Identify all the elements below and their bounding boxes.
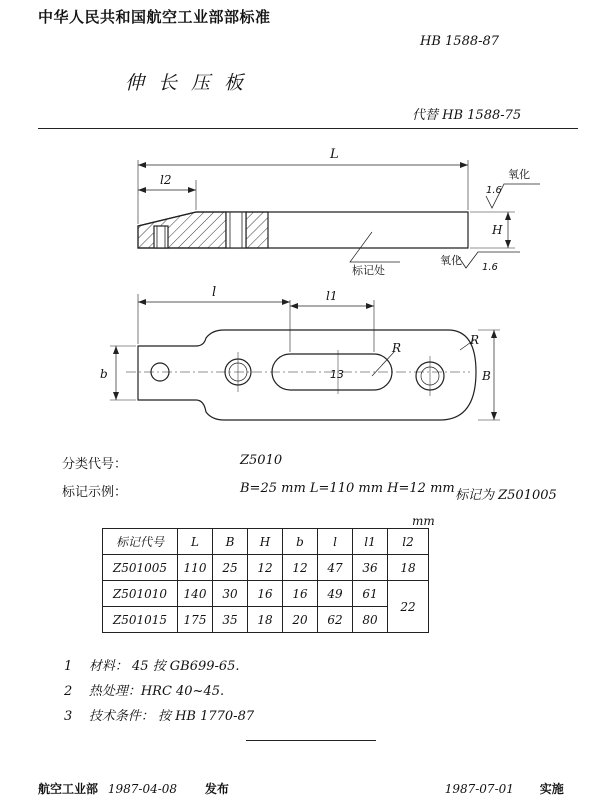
header-l: l <box>318 529 353 555</box>
mark-label: 标记处 <box>352 264 385 277</box>
footer <box>38 780 564 797</box>
note-number: 3 <box>64 709 73 724</box>
table-row <box>103 555 429 581</box>
replaces-standard: 代替 HB 1588-75 <box>412 108 522 123</box>
table-unit: mm <box>412 514 435 528</box>
cell-L: 175 <box>178 607 213 633</box>
header-B: B <box>213 529 248 555</box>
dim-b-label: b <box>100 367 108 381</box>
end-rule <box>246 740 376 741</box>
note-2 <box>64 680 224 699</box>
example-label: 标记示例： <box>62 485 128 500</box>
org-title: 中华人民共和国航空工业部部标准 <box>38 8 271 26</box>
table-row <box>103 607 429 633</box>
note-number: 2 <box>64 684 73 699</box>
standard-code: HB 1588-87 <box>420 34 500 49</box>
cell-l: 49 <box>318 581 353 607</box>
footer-issuer: 航空工业部 <box>38 782 99 796</box>
header-L: L <box>178 529 213 555</box>
note-3 <box>64 705 254 724</box>
side-view <box>138 160 540 268</box>
dim-13-label: 13 <box>330 368 344 381</box>
classification-value: Z5010 <box>240 453 283 468</box>
note-text: 材料： 45 按 GB699-65. <box>88 659 240 674</box>
dim-l1-label: l1 <box>326 289 338 303</box>
example-value: B=25 mm L=110 mm H=12 mm <box>240 481 455 496</box>
example-code: 标记为 Z501005 <box>455 488 557 503</box>
dim-B-label: B <box>482 369 491 383</box>
cell-l: 62 <box>318 607 353 633</box>
finish-bottom-label: 氧化 <box>440 254 462 267</box>
cell-l1: 80 <box>353 607 388 633</box>
header-H: H <box>248 529 283 555</box>
classification-label: 分类代号： <box>62 457 128 472</box>
cell-H: 16 <box>248 581 283 607</box>
rough-top-label: 1.6 <box>486 185 502 196</box>
header-code: 标记代号 <box>103 529 178 555</box>
cell-B: 35 <box>213 607 248 633</box>
cell-code: Z501015 <box>103 607 178 633</box>
cell-l2: 22 <box>388 581 429 633</box>
cell-H: 12 <box>248 555 283 581</box>
table-header-row <box>103 529 429 555</box>
footer-issue-label: 发布 <box>204 782 229 796</box>
footer-effective-date: 1987-07-01 <box>444 782 514 796</box>
footer-issue-date: 1987-04-08 <box>107 782 178 796</box>
dim-l-label: l <box>212 285 217 300</box>
cell-l1: 36 <box>353 555 388 581</box>
cell-b: 16 <box>283 581 318 607</box>
note-text: 热处理：HRC 40~45. <box>88 684 225 699</box>
spec-table <box>102 528 429 633</box>
note-1 <box>64 655 240 674</box>
table-row <box>103 581 429 607</box>
dim-R-slot-label: R <box>392 341 402 355</box>
plan-view <box>110 294 500 420</box>
cell-l: 47 <box>318 555 353 581</box>
footer-effective-label: 实施 <box>539 782 564 796</box>
cell-L: 140 <box>178 581 213 607</box>
header-b: b <box>283 529 318 555</box>
cell-code: Z501010 <box>103 581 178 607</box>
cell-l2: 18 <box>388 555 429 581</box>
dim-L-label: L <box>330 147 339 162</box>
cell-B: 30 <box>213 581 248 607</box>
cell-H: 18 <box>248 607 283 633</box>
header-l1: l1 <box>353 529 388 555</box>
note-text: 技术条件： 按 HB 1770-87 <box>88 709 255 724</box>
dim-R-end-label: R <box>470 333 480 347</box>
cell-l1: 61 <box>353 581 388 607</box>
doc-title: 伸长压板 <box>125 72 258 94</box>
cell-code: Z501005 <box>103 555 178 581</box>
finish-top-label: 氧化 <box>508 168 530 181</box>
cell-L: 110 <box>178 555 213 581</box>
header-l2: l2 <box>388 529 429 555</box>
cell-b: 12 <box>283 555 318 581</box>
cell-B: 25 <box>213 555 248 581</box>
dim-l2-label: l2 <box>160 173 172 187</box>
cell-b: 20 <box>283 607 318 633</box>
rough-bottom-label: 1.6 <box>482 262 498 273</box>
dim-H-label: H <box>492 223 503 237</box>
note-number: 1 <box>64 659 73 674</box>
